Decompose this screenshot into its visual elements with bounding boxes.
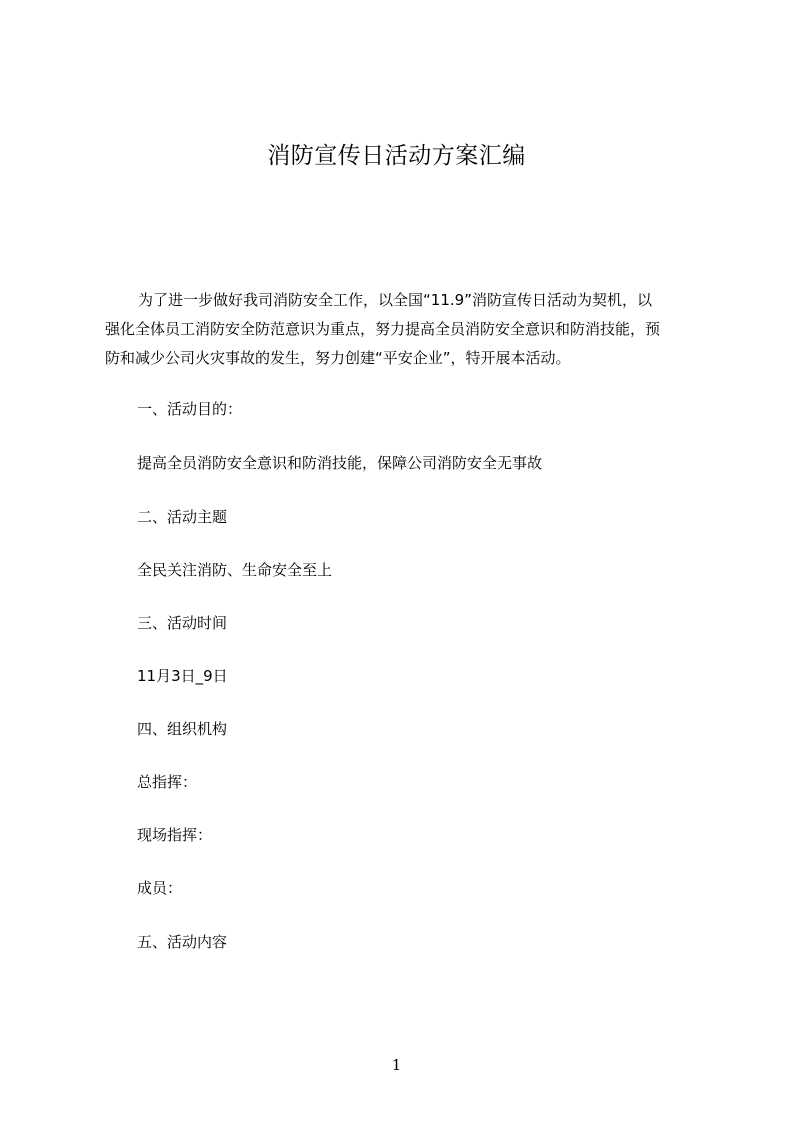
commander-label: 总指挥： bbox=[137, 773, 198, 791]
section-heading-purpose: 一、活动目的： bbox=[137, 400, 243, 418]
section-heading-organization: 四、组织机构 bbox=[137, 720, 228, 738]
intro-line: 防和减少公司火灾事故的发生，努力创建“平安企业”，特开展本活动。 bbox=[105, 349, 571, 367]
intro-paragraph bbox=[105, 286, 705, 373]
time-text: 11月3日_9日 bbox=[137, 667, 228, 685]
page-number: 1 bbox=[391, 1056, 402, 1074]
purpose-text: 提高全员消防安全意识和防消技能，保障公司消防安全无事故 bbox=[137, 454, 543, 472]
intro-line: 强化全体员工消防安全防范意识为重点，努力提高全员消防安全意识和防消技能，预 bbox=[105, 320, 661, 338]
intro-line: 为了进一步做好我司消防安全工作，以全国“11.9”消防宣传日活动为契机，以 bbox=[138, 291, 652, 309]
section-heading-time: 三、活动时间 bbox=[137, 614, 228, 632]
section-heading-content: 五、活动内容 bbox=[137, 933, 228, 951]
members-label: 成员： bbox=[137, 879, 183, 897]
theme-text: 全民关注消防、生命安全至上 bbox=[137, 561, 333, 579]
onsite-commander-label: 现场指挥： bbox=[137, 826, 213, 844]
section-heading-theme: 二、活动主题 bbox=[137, 508, 228, 526]
document-title: 消防宣传日活动方案汇编 bbox=[267, 143, 526, 169]
